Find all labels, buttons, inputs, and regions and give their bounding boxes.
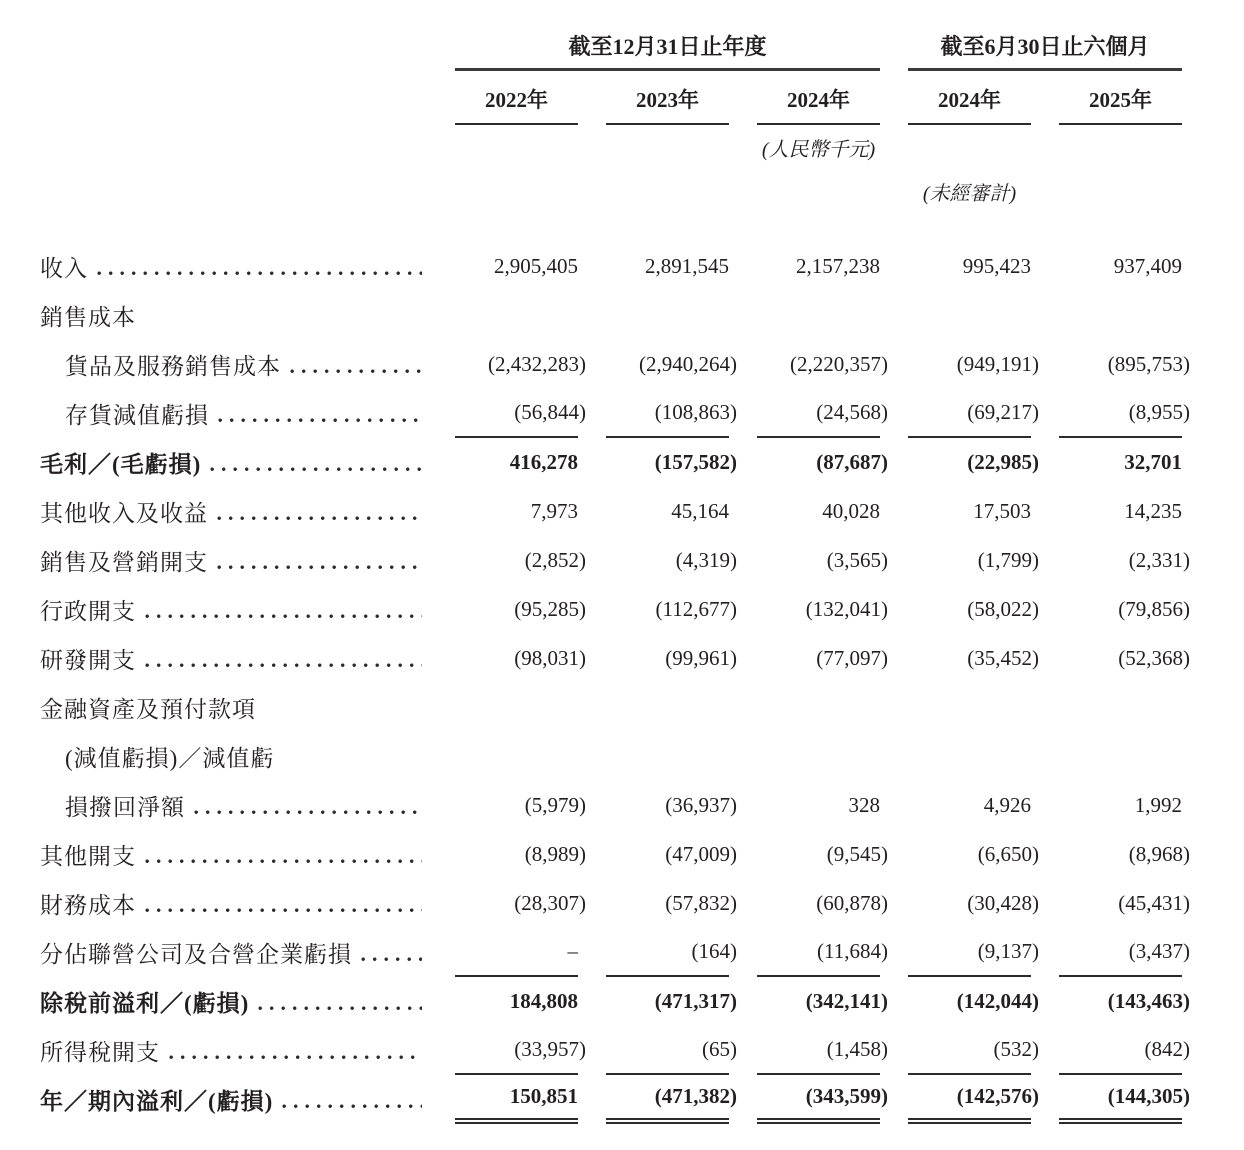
cell-hy2025: (45,431) <box>1118 891 1190 915</box>
cell-fy2024: (2,220,357) <box>790 352 888 376</box>
table-row <box>40 487 1186 536</box>
unaudited-note: (未經審計) <box>922 182 1017 205</box>
cell-fy2023 <box>606 732 729 781</box>
row-label-text: 所得稅開支 <box>40 1040 160 1065</box>
dot-leader <box>97 242 422 291</box>
dot-leader <box>217 487 422 536</box>
table-row <box>40 1026 1190 1075</box>
column-header-fy2022: 2022年 <box>455 71 578 125</box>
row-label-text: 銷售成本 <box>40 305 136 330</box>
cell-fy2022: 184,808 <box>509 989 578 1013</box>
cell-fy2024: (77,097) <box>816 646 888 670</box>
cell-fy2023: (65) <box>606 1026 729 1075</box>
row-label-text: 行政開支 <box>40 599 136 624</box>
row-label <box>40 340 432 389</box>
table-row <box>40 683 1186 732</box>
table-body <box>40 242 1190 1124</box>
audit-note-row <box>40 169 1186 213</box>
dot-leader <box>169 1026 422 1075</box>
row-label-text: 分佔聯營公司及合營企業虧損 <box>40 942 352 967</box>
table-row <box>40 438 1186 487</box>
row-label <box>40 242 432 291</box>
cell-hy2024: (58,022) <box>967 597 1039 621</box>
cell-fy2022: (8,989) <box>524 842 586 866</box>
group-header-six-months-jun30: 截至6月30日止六個月 <box>908 30 1182 71</box>
table-row <box>40 389 1190 438</box>
cell-hy2024: 4,926 <box>983 793 1031 817</box>
cell-fy2022: 416,278 <box>509 450 578 474</box>
dot-leader <box>145 879 422 928</box>
cell-fy2024: (132,041) <box>805 597 888 621</box>
dot-leader <box>145 830 422 879</box>
cell-fy2024: 2,157,238 <box>796 254 880 278</box>
cell-hy2025: (79,856) <box>1118 597 1190 621</box>
cell-fy2022: (28,307) <box>514 891 586 915</box>
row-label-text: (減值虧損)／減值虧 <box>65 746 275 771</box>
row-label-text: 毛利／(毛虧損) <box>40 452 202 477</box>
cell-fy2022: (33,957) <box>455 1026 578 1075</box>
cell-fy2024 <box>757 291 880 340</box>
table-row <box>40 830 1190 879</box>
cell-hy2025 <box>1059 291 1182 340</box>
cell-fy2022: (98,031) <box>514 646 586 670</box>
cell-hy2024: 17,503 <box>973 499 1031 523</box>
cell-hy2024: (949,191) <box>956 352 1039 376</box>
row-label <box>40 928 432 977</box>
cell-fy2022: (95,285) <box>514 597 586 621</box>
cell-fy2024 <box>757 683 880 732</box>
cell-fy2023: (108,863) <box>606 389 729 438</box>
cell-hy2024 <box>908 683 1031 732</box>
row-label <box>40 879 432 928</box>
cell-hy2025: (842) <box>1059 1026 1182 1075</box>
table-row <box>40 732 1186 781</box>
row-label <box>40 830 432 879</box>
table-row <box>40 928 1190 977</box>
cell-hy2024 <box>908 291 1031 340</box>
table-row <box>40 585 1190 634</box>
cell-hy2025: (895,753) <box>1107 352 1190 376</box>
cell-fy2022: 2,905,405 <box>494 254 578 278</box>
cell-fy2023: (4,319) <box>675 548 737 572</box>
cell-hy2025: (2,331) <box>1128 548 1190 572</box>
row-label <box>40 438 432 487</box>
row-label <box>40 683 432 732</box>
cell-fy2022: – <box>455 928 578 977</box>
cell-hy2024: (30,428) <box>967 891 1039 915</box>
dot-leader <box>217 536 422 585</box>
cell-fy2024: (3,565) <box>826 548 888 572</box>
row-label-text: 財務成本 <box>40 893 136 918</box>
cell-fy2022 <box>455 732 578 781</box>
cell-hy2025: (144,305) <box>1059 1075 1182 1124</box>
dot-leader <box>210 438 422 487</box>
cell-hy2024: (35,452) <box>967 646 1039 670</box>
row-label-text: 年／期內溢利／(虧損) <box>40 1089 274 1114</box>
cell-hy2025: (3,437) <box>1059 928 1182 977</box>
cell-fy2022: (2,432,283) <box>488 352 586 376</box>
cell-fy2022: (56,844) <box>455 389 578 438</box>
dot-leader <box>282 1075 422 1124</box>
cell-fy2023: (112,677) <box>655 597 737 621</box>
cell-fy2023: (471,382) <box>606 1075 729 1124</box>
row-label <box>40 487 432 536</box>
column-header-hy2025: 2025年 <box>1059 71 1182 125</box>
row-label <box>40 781 432 830</box>
cell-hy2024: (1,799) <box>977 548 1039 572</box>
unit-note-row <box>40 125 1186 169</box>
cell-fy2024: (24,568) <box>757 389 880 438</box>
cell-fy2024 <box>757 732 880 781</box>
cell-hy2025: 937,409 <box>1113 254 1182 278</box>
cell-fy2023: (47,009) <box>665 842 737 866</box>
row-label-text: 損撥回淨額 <box>65 795 185 820</box>
cell-fy2024: 328 <box>848 793 880 817</box>
dot-leader <box>290 340 422 389</box>
dot-leader <box>361 928 422 977</box>
cell-fy2023: (2,940,264) <box>639 352 737 376</box>
row-label-text: 除稅前溢利／(虧損) <box>40 991 250 1016</box>
column-header-fy2024: 2024年 <box>757 71 880 125</box>
cell-hy2024: (142,576) <box>908 1075 1031 1124</box>
row-label-text: 貨品及服務銷售成本 <box>65 354 281 379</box>
cell-hy2025: 1,992 <box>1134 793 1182 817</box>
cell-hy2025 <box>1059 683 1182 732</box>
row-label-text: 存貨減值虧損 <box>65 403 209 428</box>
cell-fy2023: (57,832) <box>665 891 737 915</box>
table-row <box>40 536 1190 585</box>
row-label-text: 研發開支 <box>40 648 136 673</box>
cell-hy2024: (532) <box>908 1026 1031 1075</box>
row-label <box>40 389 432 438</box>
cell-fy2023: (471,317) <box>654 989 737 1013</box>
row-label <box>40 291 432 340</box>
cell-hy2025: 14,235 <box>1124 499 1182 523</box>
cell-hy2025: (8,968) <box>1128 842 1190 866</box>
cell-fy2023: (99,961) <box>665 646 737 670</box>
cell-hy2024: (6,650) <box>977 842 1039 866</box>
year-header-row <box>40 71 1186 125</box>
row-label-text: 其他收入及收益 <box>40 501 208 526</box>
row-label-text: 銷售及營銷開支 <box>40 550 208 575</box>
cell-fy2022: (5,979) <box>524 793 586 817</box>
cell-fy2024: (11,684) <box>757 928 880 977</box>
table-row <box>40 242 1186 291</box>
cell-hy2025: 32,701 <box>1124 450 1182 474</box>
cell-hy2024: (22,985) <box>967 450 1039 474</box>
row-label-text: 收入 <box>40 256 88 281</box>
row-label <box>40 634 432 683</box>
cell-fy2023: (164) <box>606 928 729 977</box>
cell-hy2024: (142,044) <box>956 989 1039 1013</box>
cell-fy2024: (9,545) <box>826 842 888 866</box>
dot-leader <box>145 585 422 634</box>
row-label-text: 其他開支 <box>40 844 136 869</box>
currency-unit-note: (人民幣千元) <box>761 138 876 161</box>
table-row <box>40 634 1190 683</box>
cell-fy2022: 7,973 <box>530 499 578 523</box>
group-header-year-ended-dec31: 截至12月31日止年度 <box>455 30 880 71</box>
cell-fy2024: (87,687) <box>816 450 888 474</box>
table-row <box>40 781 1186 830</box>
header-body-gap <box>40 213 1186 242</box>
cell-fy2022 <box>455 291 578 340</box>
cell-fy2024: (343,599) <box>757 1075 880 1124</box>
cell-fy2023: (36,937) <box>665 793 737 817</box>
column-group-header <box>40 30 1186 71</box>
cell-fy2023 <box>606 291 729 340</box>
cell-fy2022 <box>455 683 578 732</box>
cell-fy2024: (60,878) <box>816 891 888 915</box>
cell-fy2024: (342,141) <box>805 989 888 1013</box>
cell-hy2024: (9,137) <box>908 928 1031 977</box>
column-header-hy2024: 2024年 <box>908 71 1031 125</box>
cell-fy2023: (157,582) <box>654 450 737 474</box>
row-label-text: 金融資產及預付款項 <box>40 697 256 722</box>
dot-leader <box>145 634 422 683</box>
cell-hy2024: (69,217) <box>908 389 1031 438</box>
cell-fy2022: 150,851 <box>455 1075 578 1124</box>
table-row <box>40 340 1190 389</box>
cell-hy2025: (8,955) <box>1059 389 1182 438</box>
cell-fy2023 <box>606 683 729 732</box>
dot-leader <box>218 389 422 438</box>
cell-fy2023: 2,891,545 <box>645 254 729 278</box>
row-label <box>40 585 432 634</box>
cell-fy2023: 45,164 <box>671 499 729 523</box>
cell-hy2024 <box>908 732 1031 781</box>
cell-fy2024: (1,458) <box>757 1026 880 1075</box>
cell-fy2022: (2,852) <box>524 548 586 572</box>
table-row <box>40 291 1186 340</box>
cell-hy2025: (52,368) <box>1118 646 1190 670</box>
cell-fy2024: 40,028 <box>822 499 880 523</box>
table-row <box>40 1075 1190 1124</box>
dot-leader <box>258 977 422 1026</box>
row-label <box>40 977 432 1026</box>
cell-hy2025 <box>1059 732 1182 781</box>
row-label <box>40 732 432 781</box>
column-header-fy2023: 2023年 <box>606 71 729 125</box>
dot-leader <box>194 781 422 830</box>
row-label <box>40 1075 432 1124</box>
table-row <box>40 879 1190 928</box>
row-label <box>40 1026 432 1075</box>
table-row <box>40 977 1190 1026</box>
row-label <box>40 536 432 585</box>
cell-hy2024: 995,423 <box>962 254 1031 278</box>
cell-hy2025: (143,463) <box>1107 989 1190 1013</box>
